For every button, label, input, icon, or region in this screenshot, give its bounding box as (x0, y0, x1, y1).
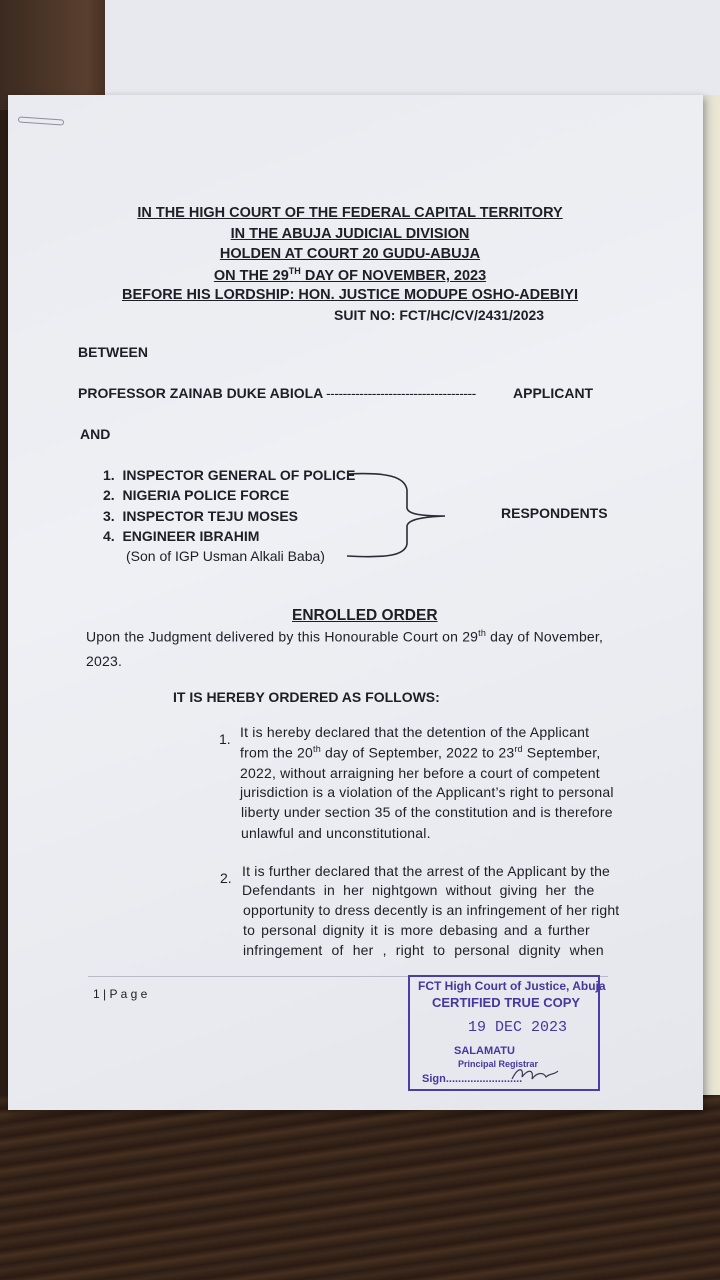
page-number: 1 | P a g e (93, 987, 148, 1001)
item-number: 2. (220, 870, 232, 886)
court-location: HOLDEN AT COURT 20 GUDU-ABUJA (219, 246, 481, 262)
applicant-name: PROFESSOR ZAINAB DUKE ABIOLA (78, 385, 324, 401)
respondent-item: 3. INSPECTOR TEJU MOSES (103, 508, 299, 524)
respondent-item: 2. NIGERIA POLICE FORCE (103, 487, 290, 503)
stamp-court: FCT High Court of Justice, Abuja (418, 979, 606, 993)
item1-line: jurisdiction is a violation of the Applicant’s right to personal (240, 784, 614, 800)
suit-number: SUIT NO: FCT/HC/CV/2431/2023 (334, 307, 545, 323)
item2-line: infringement of her , right to personal dignity when (243, 942, 604, 958)
stamp-date: 19 DEC 2023 (468, 1019, 568, 1036)
dash-leader: ------------------------------------ (326, 385, 476, 401)
stamp-sign-line: Sign......................... (422, 1073, 523, 1085)
respondent-note: (Son of IGP Usman Alkali Baba) (126, 548, 325, 564)
stamp-title: Principal Registrar (458, 1059, 539, 1069)
item2-line: It is further declared that the arrest of the Applicant by the (242, 863, 611, 879)
applicant-label: APPLICANT (513, 385, 594, 401)
item1-line: It is hereby declared that the detention of the Applicant (240, 724, 590, 740)
item1-line: 2022, without arraigning her before a court of competent (240, 765, 600, 781)
ordered-heading: IT IS HEREBY ORDERED AS FOLLOWS: (173, 689, 440, 705)
item-number: 1. (219, 731, 231, 747)
stamp-certified: CERTIFIED TRUE COPY (432, 995, 581, 1010)
order-title: ENROLLED ORDER (292, 607, 438, 624)
respondent-item: 1. INSPECTOR GENERAL OF POLICE (103, 467, 356, 483)
certified-stamp (408, 975, 606, 1091)
court-title: IN THE HIGH COURT OF THE FEDERAL CAPITAL TERRITORY (137, 205, 563, 221)
item2-line: Defendants in her nightgown without giving her the (242, 882, 595, 898)
item1-line: from the 20th day of September, 2022 to 23rd September, (240, 744, 601, 761)
item2-line: opportunity to dress decently is an infringement of her right (243, 902, 620, 918)
item1-line: unlawful and unconstitutional. (241, 825, 431, 841)
curly-brace-icon (345, 470, 455, 560)
background-table (0, 1095, 720, 1280)
stamp-name: SALAMATU (454, 1045, 515, 1057)
order-intro: Upon the Judgment delivered by this Honourable Court on 29th day of November, (86, 628, 604, 645)
between-label: BETWEEN (78, 344, 148, 360)
item1-line: liberty under section 35 of the constitution and is therefore (241, 804, 613, 820)
and-label: AND (80, 426, 111, 442)
item2-line: to personal dignity it is more debasing and a further (243, 922, 590, 938)
respondent-item: 4. ENGINEER IBRAHIM (103, 528, 260, 544)
division-line: IN THE ABUJA JUDICIAL DIVISION (230, 226, 470, 242)
judge-line: BEFORE HIS LORDSHIP: HON. JUSTICE MODUPE OSHO-ADEBIYI (122, 287, 578, 303)
hearing-date: ON THE 29TH DAY OF NOVEMBER, 2023 (213, 266, 487, 284)
signature-mark (510, 1063, 560, 1085)
order-intro-year: 2023. (86, 653, 123, 669)
respondents-label: RESPONDENTS (501, 505, 608, 521)
